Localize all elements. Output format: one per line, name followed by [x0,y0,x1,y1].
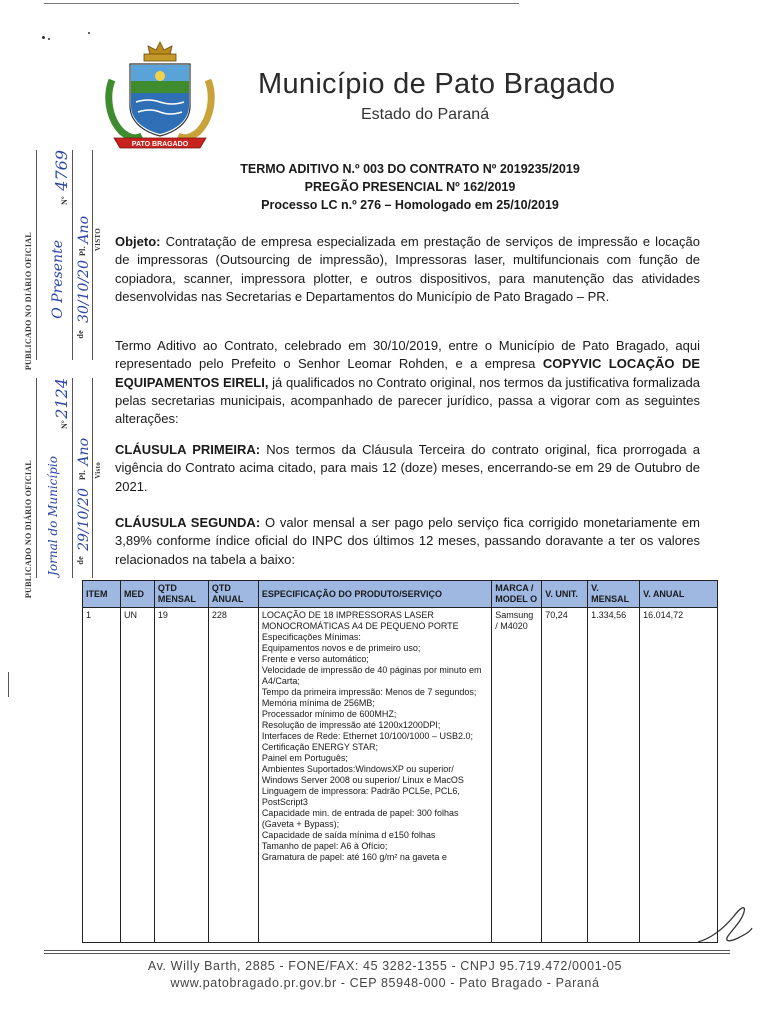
spec-line: Capacidade min. de entrada de papel: 300 folhas (Gaveta + Bypass); [261,808,459,829]
spec-line: Gramatura de papel: até 160 g/m² na gaveta e [261,852,447,862]
intro-text-a: Termo Aditivo ao Contrato, celebrado em 30/10/2019, entre o Município de Pato Bragado, aqui representado pelo Prefeito o Senhor Leomar Rohden, e a empresa [115,338,700,372]
state-subtitle: Estado do Paraná [361,106,490,123]
col-header-qtd-mensal: QTD MENSAL [154,581,208,608]
cell-v-mensal: 1.334,56 [588,608,640,943]
spec-line: Velocidade de impressão de 40 páginas por minuto em A4/Carta; [261,665,482,686]
publication-stamp-2-lines [36,378,37,578]
clause-one-paragraph [115,441,700,496]
scan-speck [48,38,50,40]
objeto-text: Contratação de empresa especializada em prestação de serviços de impressão e locação de impressoras (Outsourcing de impressão), Impressoras laser, multifuncionais com função de copiadora, scanner, impressora plotter, e outros dispositivos, para manutenção das atividades desenvolvidas nas Secretarias e Departamentos do Município de Pato Bragado – PR. [115,234,700,304]
publication-stamp-1-lines [92,150,93,360]
scan-speck [88,32,90,34]
col-header-v-anual: V. ANUAL [640,581,718,608]
scan-mark [8,672,9,697]
spec-line: Capacidade de saída mínima d e150 folhas [261,830,436,840]
spec-line: Resolução de impressão até 1200x1200DPI; [261,720,441,730]
scan-speck [42,36,45,39]
footer-rule [44,953,730,954]
crest-banner-text: PATO BRAGADO [131,141,189,148]
stamp-1-page-label: Pl. [78,246,87,257]
signature-mark [694,898,754,948]
cell-spec [258,608,491,943]
spec-line: Linguagem de impressora: Padrão PCL5e, PCL6, PostScript3 [261,786,460,807]
col-header-item: ITEM [83,581,121,608]
publication-stamp-2-title: PUBLICADO NO DIÁRIO OFICIAL [24,460,33,599]
spec-line: Especificações Mínimas: [261,632,361,642]
intro-text-b: já qualificados no Contrato original, nos termos da justificativa formalizada pelas secretarias municipais, acompanhado de parecer jurídico, passa a vigorar com as seguintes alterações: [115,374,700,427]
spec-line: Certificação ENERGY STAR; [261,742,379,752]
contractor-name: COPYVIC LOCAÇÃO DE EQUIPAMENTOS EIRELI, [115,356,700,390]
spec-line: Memória mínima de 256MB; [261,698,375,708]
cell-v-unit: 70,24 [542,608,588,943]
spec-line: Ambientes Suportados:WindowsXP ou superior/ Windows Server 2008 ou superior/ Linux e MacOS [261,764,464,785]
spec-line: LOCAÇÃO DE 18 IMPRESSORAS LASER MONOCROMÁTICAS A4 DE PEQUENO PORTE [261,610,459,631]
cell-qtd-anual: 228 [208,608,258,943]
col-header-spec: ESPECIFICAÇÃO DO PRODUTO/SERVIÇO [258,581,491,608]
top-scan-line [44,3,519,4]
pricing-table [82,580,718,943]
footer-rule [44,950,730,951]
objeto-paragraph [115,233,700,306]
stamp-2-year: Ano [76,438,92,466]
spec-line: Frente e verso automático; [261,654,369,664]
table-header-row [83,581,718,608]
stamp-1-publication-name: O Presente [50,240,66,319]
spec-line: Tempo da primeira impressão: Menos de 7 segundos; [261,687,477,697]
publication-stamp-2-lines [92,378,93,578]
spec-line: Tamanho de papel: A6 à Ofício; [261,841,388,851]
clause-one-label: CLÁUSULA PRIMEIRA: [115,442,261,457]
col-header-marca: MARCA / MODEL O [492,581,542,608]
publication-stamp-1-lines [36,150,37,360]
stamp-1-number: 4769 [52,150,71,191]
stamp-2-date: 29/10/20 [76,488,92,551]
stamp-1-visto: VISTO [94,228,102,252]
heading-line-processo: Processo LC n.º 276 – Homologado em 25/10/2019 [261,198,559,212]
col-header-v-unit: V. UNIT. [542,581,588,608]
objeto-label: Objeto: [115,234,161,249]
clause-one-text: Nos termos da Cláusula Terceira do contrato original, fica prorrogada a vigência do Contrato acima citado, para mais 12 (doze) meses, encerrando-se em 29 de Outubro de 2021. [115,442,701,494]
spec-line: Processador mínimo de 600MHZ; [261,709,397,719]
stamp-2-visto: Visto [94,462,102,479]
heading-line-termo: TERMO ADITIVO N.º 003 DO CONTRATO Nº 2019235/2019 [240,162,580,176]
spec-line: Equipamentos novos e de primeiro uso; [261,643,421,653]
stamp-2-page-label: Pl. [78,470,87,481]
clause-two-text: O valor mensal a ser pago pelo serviço fica corrigido monetariamente em 3,89% conforme índice oficial do INPC dos últimos 12 meses, passando doravante a ter os valores relacionados na tabela a baixo: [115,515,700,567]
stamp-1-date-label: de [76,330,85,339]
cell-item: 1 [83,608,121,943]
col-header-med: MED [120,581,154,608]
cell-marca: Samsung / M4020 [492,608,542,943]
stamp-2-no-label: Nº [60,420,69,430]
table-row [83,608,718,943]
document-heading [140,160,680,214]
footer-address: Av. Willy Barth, 2885 - FONE/FAX: 45 3282-1355 - CNPJ 95.719.472/0001-05 [147,959,623,973]
municipal-crest-logo [100,40,220,152]
stamp-1-year: Ano [76,216,92,244]
heading-line-pregao: PREGÃO PRESENCIAL Nº 162/2019 [304,180,516,194]
municipality-title: Município de Pato Bragado [258,68,616,100]
intro-paragraph [115,337,700,428]
stamp-1-no-label: Nº [60,196,69,206]
cell-med: UN [120,608,154,943]
spec-line: Painel em Português; [261,753,348,763]
stamp-2-number: 2124 [52,378,71,419]
cell-v-anual: 16.014,72 [640,608,718,943]
footer-website: www.patobragado.pr.gov.br - CEP 85948-000 - Pato Bragado - Paraná [170,976,600,990]
clause-two-paragraph [115,514,700,569]
col-header-qtd-anual: QTD ANUAL [208,581,258,608]
stamp-1-date: 30/10/20 [76,260,92,323]
clause-two-label: CLÁUSULA SEGUNDA: [115,515,261,530]
publication-stamp-2-lines [72,378,73,578]
publication-stamp-1-lines [72,150,73,360]
spec-line: Interfaces de Rede: Ethernet 10/100/1000 – USB2.0; [261,731,473,741]
stamp-2-publication-name: Jornal do Município [46,456,60,576]
stamp-2-date-label: de [76,556,85,565]
publication-stamp-1-title: PUBLICADO NO DIÁRIO OFICIAL [24,232,33,371]
col-header-v-mensal: V. MENSAL [588,581,640,608]
cell-qtd-mensal: 19 [154,608,208,943]
